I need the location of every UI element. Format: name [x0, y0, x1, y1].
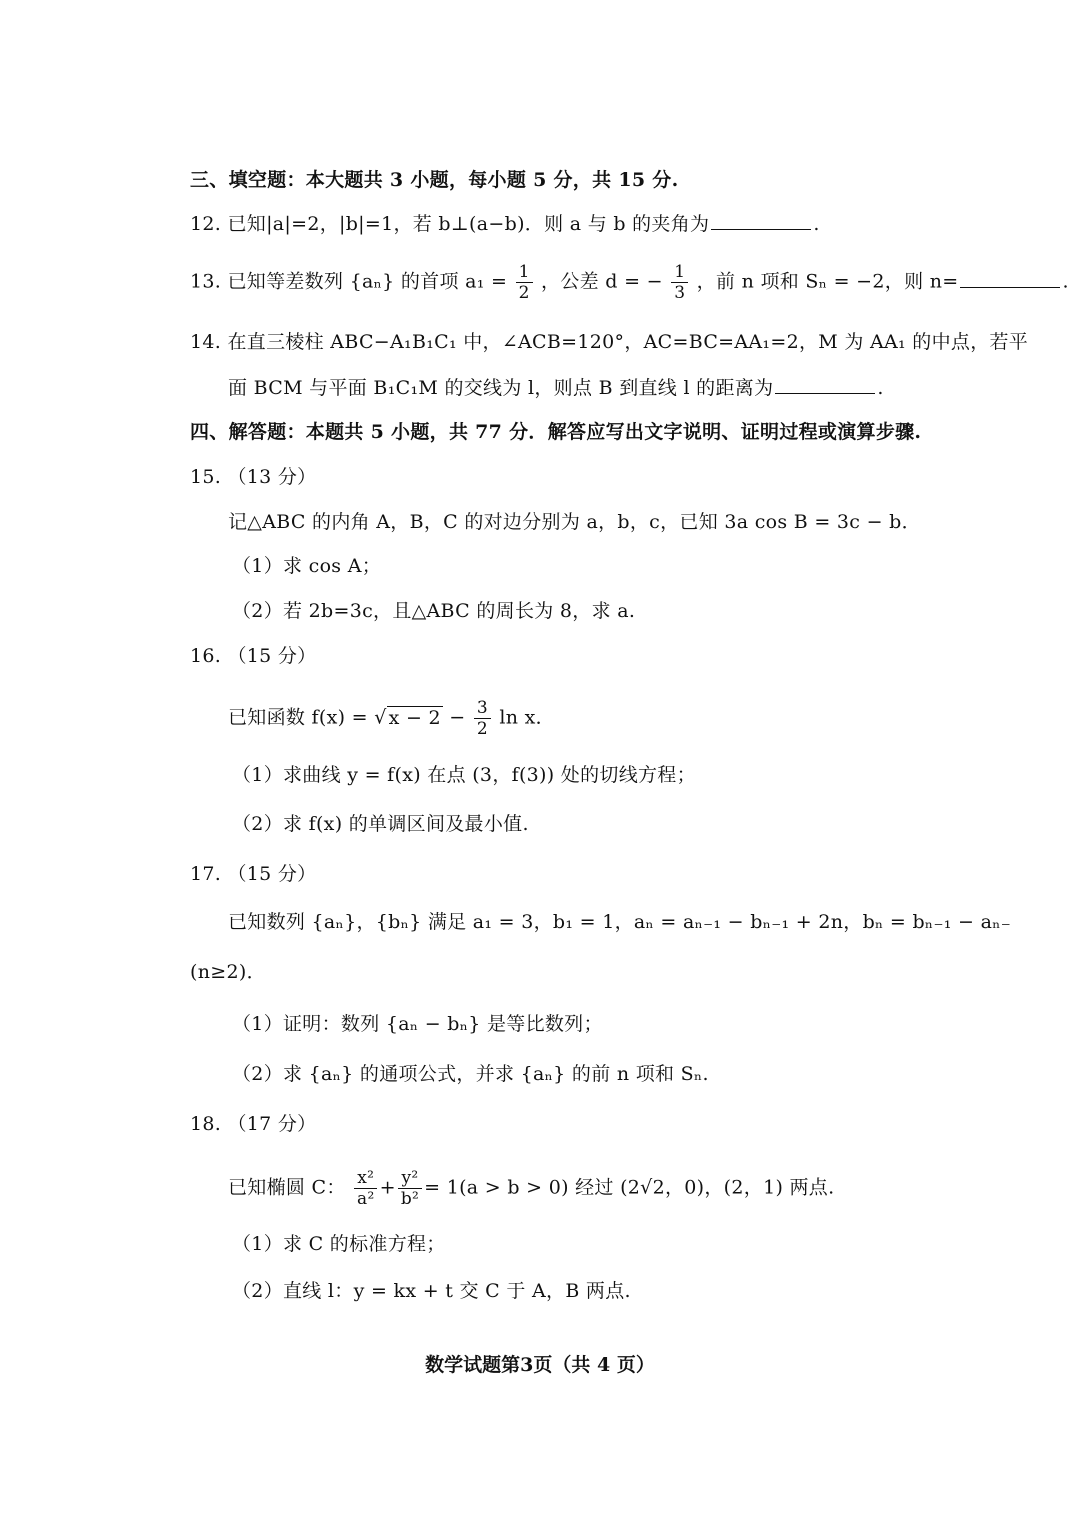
- q18-f1-num: x²: [354, 1168, 377, 1189]
- section3-heading: 三、填空题：本大题共 3 小题，每小题 5 分，共 15 分.: [190, 169, 679, 191]
- q16-sqrt-expr: x − 2: [388, 706, 441, 729]
- q16-part1: （1）求曲线 y = f(x) 在点 (3，f(3)) 处的切线方程；: [232, 764, 696, 786]
- q18-f2-den: b²: [400, 1189, 420, 1209]
- q13-frac1-den: 2: [518, 283, 530, 303]
- q16-stem-pre: 已知函数 f(x) =: [228, 706, 375, 729]
- q16-frac-num: 3: [474, 698, 491, 719]
- q16-stem-mid: −: [442, 706, 472, 729]
- q18-stem-post: = 1(a > b > 0) 经过 (2√2，0)，(2，1) 两点.: [424, 1176, 835, 1199]
- q13-fraction-1: [516, 262, 533, 303]
- q16-stem: 已知函数 f(x) = √ x − 2 − $\frac{3}{2}$ ln x．: [228, 698, 555, 739]
- question-17-header: [190, 860, 317, 888]
- q18-f1-den: a²: [357, 1189, 375, 1209]
- q15-part2: （2）若 2b=3c，且△ABC 的周长为 8，求 a.: [232, 600, 636, 622]
- q18-fraction-y: [398, 1168, 422, 1209]
- question-14-line2: [228, 374, 884, 402]
- q15-points: （13 分）: [227, 466, 317, 488]
- section4-heading: 四、解答题：本题共 5 小题，共 77 分．解答应写出文字说明、证明过程或演算步骤.: [190, 421, 922, 443]
- q16-points: （15 分）: [227, 645, 317, 667]
- question-16-header: [190, 642, 317, 670]
- q15-number: 15.: [190, 466, 222, 488]
- q18-points: （17 分）: [227, 1113, 317, 1135]
- q18-part1: （1）求 C 的标准方程；: [232, 1233, 446, 1255]
- q13-part2: ，公差 d = −: [541, 270, 663, 293]
- question-15-header: [190, 463, 317, 491]
- q17-part2: （2）求 {aₙ} 的通项公式，并求 {aₙ} 的前 n 项和 Sₙ.: [232, 1063, 709, 1085]
- question-13: [190, 262, 1069, 303]
- q13-frac1-num: 1: [516, 262, 533, 283]
- q18-fraction-x: [354, 1168, 378, 1209]
- q13-fraction-2: [671, 262, 688, 303]
- q13-frac2-den: 3: [674, 283, 686, 303]
- q13-part3: ，前 n 项和 Sₙ = −2，则 n=: [696, 270, 959, 293]
- q17-stem-line2: (n≥2)．: [190, 961, 266, 983]
- question-18-header: [190, 1110, 317, 1138]
- q14-answer-blank: [775, 375, 875, 394]
- page-footer: 数学试题第3页（共 4 页）: [425, 1354, 655, 1376]
- question-14-line1: [190, 328, 1028, 356]
- q12-end: .: [813, 213, 820, 235]
- q13-answer-blank: [960, 269, 1060, 288]
- q14-line2: 面 BCM 与平面 B₁C₁M 的交线为 l，则点 B 到直线 l 的距离为: [228, 377, 774, 399]
- q16-number: 16.: [190, 645, 222, 667]
- q18-plus: +: [379, 1176, 396, 1199]
- q16-frac-den: 2: [476, 719, 488, 739]
- q18-stem: [228, 1168, 834, 1209]
- q13-end: .: [1062, 270, 1069, 293]
- q13-number: 13.: [190, 270, 222, 293]
- q18-part2: （2）直线 l：y = kx + t 交 C 于 A，B 两点.: [232, 1280, 631, 1302]
- q17-points: （15 分）: [227, 863, 317, 885]
- q13-part1: 已知等差数列 {aₙ} 的首项 a₁ =: [227, 270, 508, 293]
- q13-frac2-num: 1: [671, 262, 688, 283]
- q14-end: .: [877, 377, 884, 399]
- q18-number: 18.: [190, 1113, 222, 1135]
- q14-number: 14.: [190, 331, 222, 353]
- q12-number: 12.: [190, 213, 222, 235]
- q18-f2-num: y²: [398, 1168, 421, 1189]
- q16-fraction: [474, 698, 491, 739]
- q18-stem-pre: 已知椭圆 C：: [228, 1176, 346, 1199]
- q12-text: 已知|a|=2，|b|=1，若 b⊥(a−b)．则 a 与 b 的夹角为: [227, 213, 710, 235]
- q16-stem-post: ln x．: [499, 706, 555, 729]
- question-12: [190, 210, 820, 238]
- q17-stem-line1: 已知数列 {aₙ}，{bₙ} 满足 a₁ = 3，b₁ = 1，aₙ = aₙ₋₁ − bₙ₋₁ + 2n，bₙ = bₙ₋₁ − aₙ₋: [228, 911, 1012, 933]
- q17-number: 17.: [190, 863, 222, 885]
- q15-stem: 记△ABC 的内角 A，B，C 的对边分别为 a，b，c，已知 3a cos B = 3c − b．: [228, 511, 921, 533]
- q16-part2: （2）求 f(x) 的单调区间及最小值.: [232, 813, 529, 835]
- q17-part1: （1）证明：数列 {aₙ − bₙ} 是等比数列；: [232, 1013, 603, 1035]
- q14-line1: 在直三棱柱 ABC−A₁B₁C₁ 中，∠ACB=120°，AC=BC=AA₁=2，M 为 AA₁ 的中点，若平: [227, 331, 1029, 353]
- q15-part1: （1）求 cos A；: [232, 555, 382, 577]
- q12-answer-blank: [711, 211, 811, 230]
